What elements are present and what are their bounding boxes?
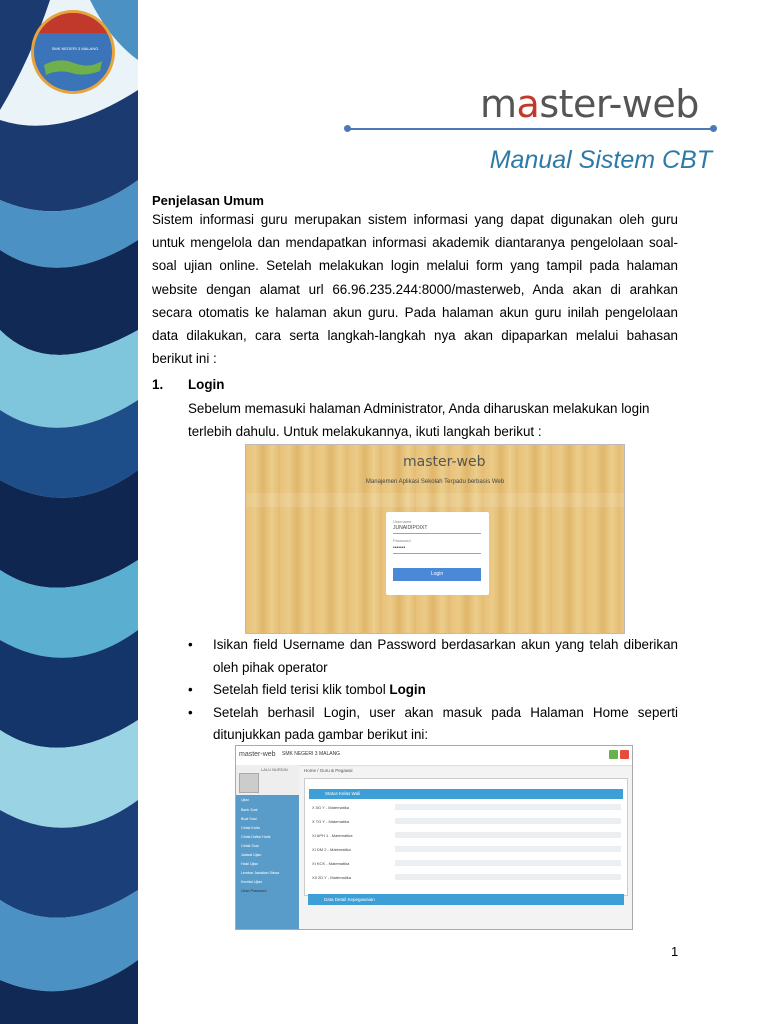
brand-mark: a xyxy=(516,82,540,126)
password-label: Password xyxy=(393,538,411,543)
username-underline xyxy=(393,533,481,534)
login-band xyxy=(246,493,624,507)
bullet-item: • Isikan field Username dan Password berdasarkan akun yang telah diberikan oleh pihak operator xyxy=(188,634,678,679)
bullet-item xyxy=(188,679,678,702)
employee-detail-title: Data Detail Kepegawaian xyxy=(324,897,375,902)
home-logo: master-web xyxy=(239,751,276,758)
step-title: Login xyxy=(188,377,225,392)
pencil-icon xyxy=(609,750,618,759)
login-form xyxy=(386,512,489,595)
password-underline xyxy=(393,553,481,554)
avatar xyxy=(239,773,259,793)
bullet-text: Setelah field terisi klik tombol Login xyxy=(213,682,426,697)
menu-item: Koreksi Ujian xyxy=(241,880,263,884)
username-label: Username xyxy=(393,519,412,524)
brand-logo xyxy=(480,82,699,126)
menu-item: Lembar Jawaban Siswa xyxy=(241,871,280,875)
emblem-text: SMK NEGERI 3 MALANG xyxy=(51,46,99,51)
login-button: Login xyxy=(393,568,481,581)
table-row: X TG Y - Matematika xyxy=(309,816,623,826)
page-number: 1 xyxy=(671,944,679,959)
menu-item: Ubah Password xyxy=(241,889,267,893)
menu-item: Buat Soal xyxy=(241,817,257,821)
step-description: Sebelum memasuki halaman Administrator, Anda diharuskan melakukan login terlebih dahulu. Untuk melakukannya, ikuti langkah berikut : xyxy=(188,401,650,439)
home-school-name: SMK NEGERI 3 MALANG xyxy=(282,751,341,757)
table-row: XI APH 1 - Matematika xyxy=(309,830,623,840)
bullet-list xyxy=(188,634,678,747)
divider-dot-left xyxy=(344,125,351,132)
home-screenshot xyxy=(235,745,633,930)
status-panel xyxy=(304,778,628,896)
home-sidebar xyxy=(236,765,299,929)
panel-header xyxy=(309,789,623,799)
home-profile xyxy=(236,765,299,795)
document-title: Manual Sistem CBT xyxy=(489,146,712,174)
breadcrumb: Home / Guru & Pegawai xyxy=(304,768,353,773)
login-logo: master-web xyxy=(403,454,486,470)
table-row: XII 2D Y - Matematika xyxy=(309,872,623,882)
table-row: XI DM 2 - Matematika xyxy=(309,844,623,854)
school-emblem xyxy=(31,10,115,94)
login-subtitle: Manajemen Aplikasi Sekolah Terpadu berbasis Web xyxy=(365,479,505,485)
power-icon xyxy=(620,750,629,759)
home-user-name: LALU NURDIN xyxy=(261,767,288,772)
brand-rest: ster-web xyxy=(539,82,699,126)
table-row: XI KCK - Matematika xyxy=(309,858,623,868)
section-heading: Penjelasan Umum xyxy=(152,193,264,208)
menu-item: Ujian xyxy=(241,798,250,802)
divider-dot-right xyxy=(710,125,717,132)
password-value: ••••••• xyxy=(393,545,406,551)
step-number: 1. xyxy=(152,377,164,392)
decorative-wave-strip xyxy=(0,0,138,1024)
menu-item: Cetak Soal xyxy=(241,844,259,848)
menu-item: Hasil Ujian xyxy=(241,862,259,866)
menu-item: Cetak Kartu xyxy=(241,826,260,830)
table-row: X 5G Y - Matematika xyxy=(309,802,623,812)
login-screenshot xyxy=(245,444,625,634)
menu-item: Cetak Daftar Hadir xyxy=(241,835,271,839)
login-emphasis: Login xyxy=(389,682,426,697)
menu-item: Bank Soal xyxy=(241,808,258,812)
home-topbar xyxy=(236,746,632,766)
menu-item: Jadwal Ujian xyxy=(241,853,262,857)
panel-title: Status Kelas Wali xyxy=(325,791,361,796)
brand-m: m xyxy=(480,82,517,126)
employee-detail-bar xyxy=(308,894,624,905)
header-divider xyxy=(346,128,714,130)
intro-paragraph: Sistem informasi guru merupakan sistem informasi yang dapat digunakan oleh guru untuk mengelola dan mendapatkan informasi akademik diantaranya pengelolaan soal-soal ujian online. Setelah melakukan login melalui form yang tampil pada halaman website dengan alamat url 66.96.235.244:8000/masterweb, Anda akan di arahkan secara otomatis ke halaman akun guru. Pada halaman akun guru inilah pengelolaan data dilakukan, cara serta langkah-langkah nya akan dipaparkan melalui bahasan berikut ini : xyxy=(152,212,678,367)
username-value: JUNAIDIPOIXT xyxy=(393,525,428,531)
bullet-item: • Setelah berhasil Login, user akan masuk pada Halaman Home seperti ditunjukkan pada gambar berikut ini: xyxy=(188,702,678,747)
